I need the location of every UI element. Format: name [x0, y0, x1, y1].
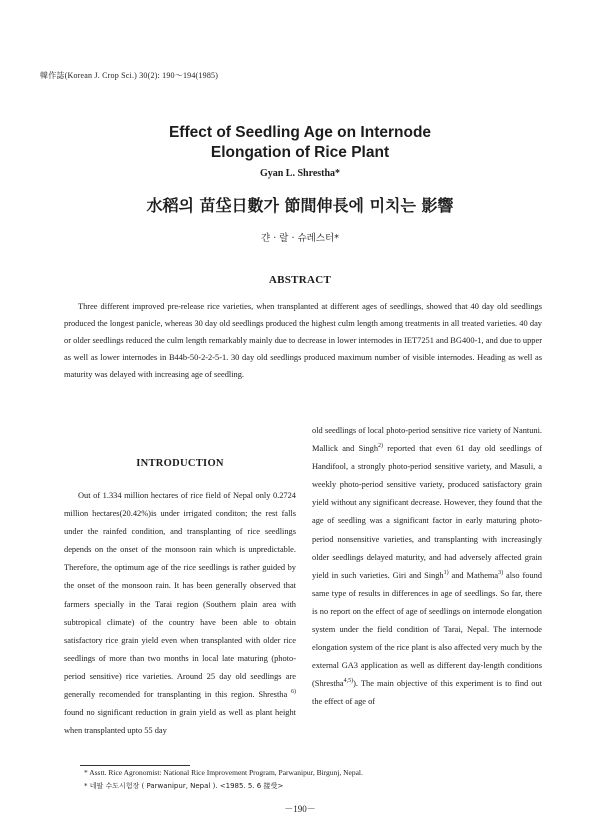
- paper-title-line-2: Elongation of Rice Plant: [210, 144, 390, 161]
- korean-title: 水稻의 苗垈日數가 節間伸長에 미치는 影響: [146, 196, 454, 215]
- journal-citation: 韓作誌(Korean J. Crop Sci.) 30(2): 190～194(1985): [40, 71, 219, 80]
- intro-left-text-2: found no significant reduction in grain yield as well as plant height when transplanted upto 55 day: [64, 708, 296, 736]
- footnote-divider: [80, 765, 190, 766]
- introduction-paragraph-left: [64, 487, 296, 740]
- intro-right-text-4: also found same type of results in differences in age of seedlings. So far, there is no report on the effect of age of seedlings on internode elongation system under the field condition of Tarai, Nepal. The internode elongation system of the rice plant is also affected very much by the external GA3 application as well as different day-length conditions (Shrestha: [312, 570, 542, 689]
- footnote-affiliation: * Asstt. Rice Agronomist: National Rice Improvement Program, Parwanipur, Birgunj, Nepal.: [84, 768, 363, 777]
- citation-ref: 6): [291, 689, 296, 696]
- paper-title-line-1: Effect of Seedling Age on Internode: [168, 124, 432, 141]
- abstract-heading: ABSTRACT: [268, 274, 332, 286]
- intro-right-text-5: ). The main objective of this experiment is to find out the effect of age of: [312, 679, 542, 707]
- paper-title: [0, 123, 600, 163]
- footnote-korean-affiliation: * 네팔 수도시험장 ( Parwanipur, Nepal ). <1985. 5. 6 接受>: [84, 782, 284, 790]
- right-column: [312, 422, 542, 712]
- citation-ref: 2): [378, 443, 384, 450]
- left-column: [64, 458, 296, 740]
- korean-author-name: 갼 · 랄 · 슈레스터*: [261, 233, 339, 244]
- citation-ref: 1): [443, 569, 449, 576]
- page-number: －190－: [284, 804, 316, 814]
- citation-ref: 3): [498, 569, 504, 576]
- citation-ref: 4,5): [343, 678, 354, 685]
- introduction-heading: INTRODUCTION: [136, 458, 224, 469]
- intro-right-text-2: reported that even 61 day old seedlings of Handifool, a strongly photo-period sensitive variety, and Masuli, a weekly photo-period sensitive variety, produced satisfactory grain yield without any significant decrease. However, they found that the age of seedling was a significant factor in early maturing photo-period nonsensitive varieties, and transplanting with increasingly older seedlings delayed maturity, and had adversely affected grain yield in such varieties. Giri and Singh: [312, 444, 542, 580]
- intro-left-text: Out of 1.334 million hectares of rice field of Nepal only 0.2724 million hectares(20.42%)is under irrigated conditon; the rest falls under the rainfed condition, and transplanting of rice seedlings depends on the onset of the monsoon rain which is unpredictable. Therefore, the optimum age of the rice seedlings is rather guided by the onset of the monsoon rain. It has been generally observed that farmers specially in the Tarai region (Southern plain area with subtropical climate) of the country have been able to obtain satisfactory rice grain yield even when transplanted with older rice seedlings of more than two months in local late maturing (photo-period sensitive) rice varieties. Around 25 day old seedlings are generally recomended for transplanting in this region. Shrestha: [64, 491, 296, 700]
- abstract-text: Three different improved pre-release rice varieties, when transplanted at different ages of seedlings, showed that 40 day old seedlings produced the longest panicle, whereas 30 day old seedlings produced the highest culm length among treatments in all treated varieties. 40 day or older seedlings reduced the culm length remarkably mainly due to decrease in lower internodes in IET7251 and BG400-1, and due to upper as well as lower internodes in B44b-50-2-2-5-1. 30 day old seedlings produced maximum number of visible internodes. Heading as well as maturity was delayed with increasing age of seedling.: [64, 302, 542, 379]
- introduction-paragraph-right: [312, 422, 542, 712]
- author-name: Gyan L. Shrestha*: [259, 168, 341, 179]
- intro-right-text-3: and Mathema: [448, 570, 499, 580]
- intro-right-text-1: old seedlings of local photo-period sensitive rice variety of Nantuni. Mallick and Singh: [312, 426, 542, 454]
